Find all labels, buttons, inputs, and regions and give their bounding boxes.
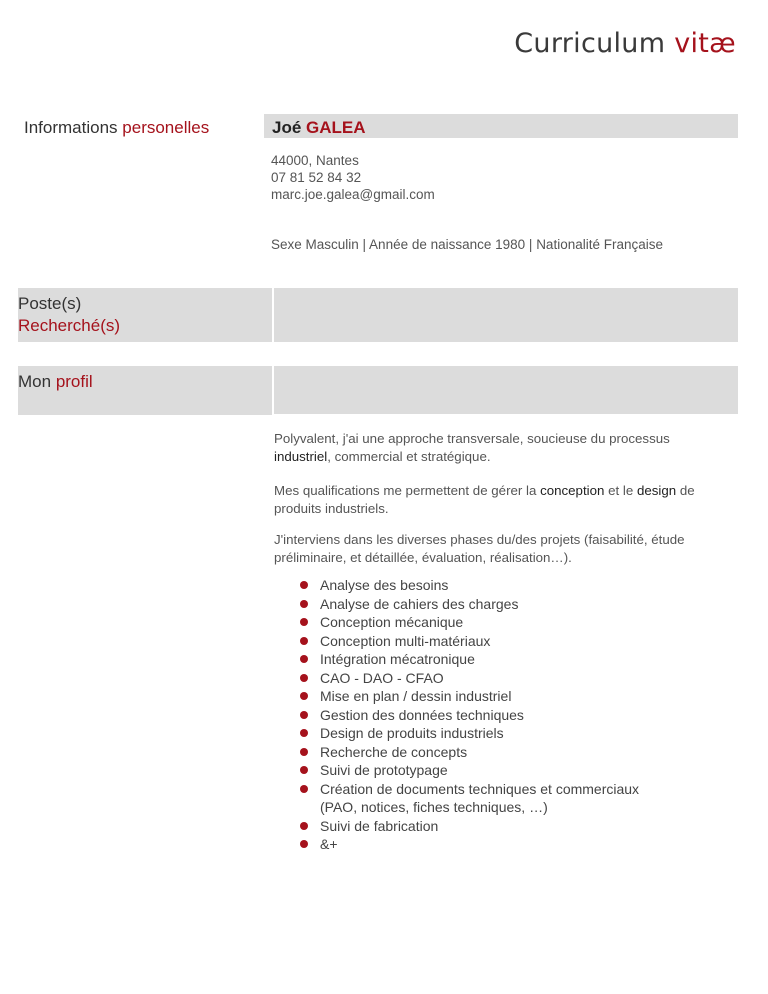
full-name: [272, 118, 366, 138]
profil-divider: [272, 366, 274, 414]
skill-item: [300, 687, 639, 706]
personal-info-label: [24, 117, 209, 139]
skill-text: Conception mécanique: [320, 614, 464, 630]
skill-note: (PAO, notices, fiches techniques, …): [320, 799, 548, 815]
skill-text: Suivi de prototypage: [320, 762, 448, 778]
bullet-icon: [300, 822, 308, 830]
skill-item: [300, 743, 639, 762]
bullet-icon: [300, 711, 308, 719]
profil-paragraph-3: J'interviens dans les diverses phases du/des projets (faisabilité, étude préliminaire, et détaillée, évaluation, réalisation…).: [274, 532, 685, 565]
profil-paragraph-1: [274, 430, 724, 466]
first-name: Joé: [272, 118, 302, 137]
p2-text-a: Mes qualifications me permettent de gérer la: [274, 483, 537, 498]
skill-item: [300, 632, 639, 651]
email: marc.joe.galea@gmail.com: [271, 187, 435, 202]
bullet-icon: [300, 785, 308, 793]
skill-item: [300, 835, 639, 854]
bullet-icon: [300, 674, 308, 682]
poste-label-line1: Poste(s): [18, 294, 82, 313]
skill-item: [300, 706, 639, 725]
poste-label-line2: Recherché(s): [18, 316, 121, 335]
bullet-icon: [300, 600, 308, 608]
skill-item: [300, 780, 639, 799]
skill-text: Design de produits industriels: [320, 725, 504, 741]
bullet-icon: [300, 766, 308, 774]
skill-text: Gestion des données techniques: [320, 706, 524, 723]
skill-text: Intégration mécatronique: [320, 651, 475, 667]
skill-text: Recherche de concepts: [320, 743, 468, 760]
p2-text-e: de produits industriels.: [274, 483, 695, 516]
poste-bar: [18, 288, 738, 342]
skill-text: Analyse des besoins: [320, 577, 449, 593]
bullet-icon: [300, 581, 308, 589]
skill-text: Conception multi-matériaux: [320, 632, 491, 649]
phone: 07 81 52 84 32: [271, 170, 362, 185]
bullet-icon: [300, 729, 308, 737]
personal-label-part2: personelles: [122, 118, 210, 137]
skill-item: [300, 576, 639, 595]
p2-highlight-conception: conception: [540, 483, 605, 498]
skill-text: &+: [320, 836, 338, 852]
document-title: [514, 28, 736, 59]
skill-item: [300, 595, 639, 614]
title-part2: vitæ: [674, 28, 736, 59]
p2-text-c: et le: [608, 483, 634, 498]
p1-text-c: , commercial et stratégique.: [327, 449, 491, 464]
title-part1: Curriculum: [514, 28, 666, 59]
bullet-icon: [300, 840, 308, 848]
skills-list: [300, 576, 639, 854]
last-name: GALEA: [306, 118, 366, 137]
profil-label: [18, 371, 93, 393]
skill-text: Création de documents techniques et commerciaux: [320, 780, 640, 797]
skill-item: [300, 669, 639, 688]
bullet-icon: [300, 618, 308, 626]
personal-label-part1: Informations: [24, 118, 118, 137]
bullet-icon: [300, 637, 308, 645]
skill-item: [300, 724, 639, 743]
profil-underline: [18, 414, 272, 415]
skill-item: [300, 817, 639, 836]
poste-divider: [272, 288, 274, 342]
profil-bar: [18, 366, 738, 414]
skill-text: CAO - DAO - CFAO: [320, 669, 444, 686]
bullet-icon: [300, 655, 308, 663]
skill-text: Analyse de cahiers des charges: [320, 595, 519, 612]
profil-label-part2: profil: [55, 372, 93, 391]
bullet-icon: [300, 692, 308, 700]
p1-text-a: Polyvalent, j'ai une approche transversale, soucieuse du processus: [274, 431, 670, 446]
skill-item: [300, 613, 639, 632]
p2-highlight-design: design: [636, 483, 677, 498]
skill-item: [300, 761, 639, 780]
personal-details: Sexe Masculin | Année de naissance 1980 | Nationalité Française: [271, 237, 664, 252]
skill-item: [300, 650, 639, 669]
address: 44000, Nantes: [271, 153, 359, 168]
p1-highlight: industriel: [274, 449, 328, 464]
poste-label: [18, 293, 120, 337]
profil-label-part1: Mon: [18, 372, 52, 391]
profil-paragraph-2: [274, 482, 724, 518]
skill-text: Suivi de fabrication: [320, 817, 439, 834]
skill-text: Mise en plan / dessin industriel: [320, 688, 512, 704]
bullet-icon: [300, 748, 308, 756]
